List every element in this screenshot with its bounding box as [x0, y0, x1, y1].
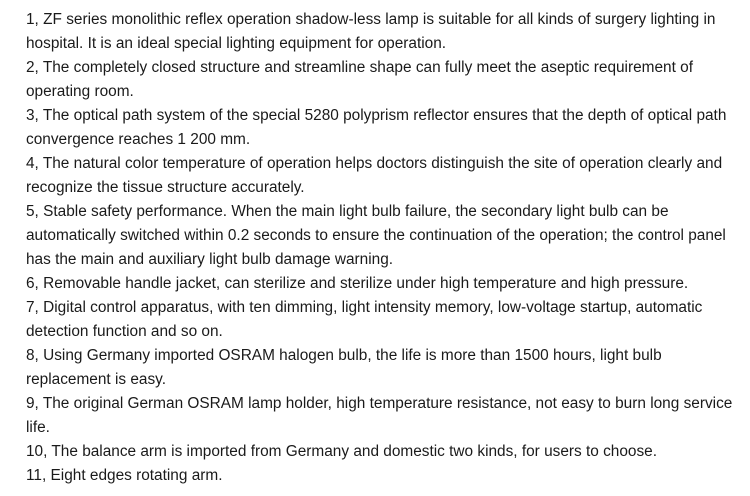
feature-item-1: 1, ZF series monolithic reflex operation shadow-less lamp is suitable for all kinds of surgery lighting in hospital. It is an ideal special lighting equipment for operation.	[26, 11, 716, 52]
feature-item-11: 11, Eight edges rotating arm.	[26, 467, 223, 484]
feature-list	[26, 8, 746, 488]
feature-item-3: 3, The optical path system of the special 5280 polyprism reflector ensures that the depth of optical path convergence reaches 1 200 mm.	[26, 107, 727, 148]
feature-item-2: 2, The completely closed structure and streamline shape can fully meet the aseptic requirement of operating room.	[26, 59, 693, 100]
feature-item-8: 8, Using Germany imported OSRAM halogen bulb, the life is more than 1500 hours, light bulb replacement is easy.	[26, 347, 662, 388]
feature-item-10: 10, The balance arm is imported from Germany and domestic two kinds, for users to choose.	[26, 443, 658, 460]
feature-item-7: 7, Digital control apparatus, with ten dimming, light intensity memory, low-voltage startup, automatic detection function and so on.	[26, 299, 703, 340]
feature-item-4: 4, The natural color temperature of operation helps doctors distinguish the site of operation clearly and recognize the tissue structure accurately.	[26, 155, 723, 196]
feature-item-9: 9, The original German OSRAM lamp holder, high temperature resistance, not easy to burn long service life.	[26, 395, 733, 436]
feature-item-6: 6, Removable handle jacket, can sterilize and sterilize under high temperature and high pressure.	[26, 275, 689, 292]
feature-item-5: 5, Stable safety performance. When the main light bulb failure, the secondary light bulb can be automatically switched within 0.2 seconds to ensure the continuation of the operation; the control panel has the main and auxiliary light bulb damage warning.	[26, 203, 726, 268]
